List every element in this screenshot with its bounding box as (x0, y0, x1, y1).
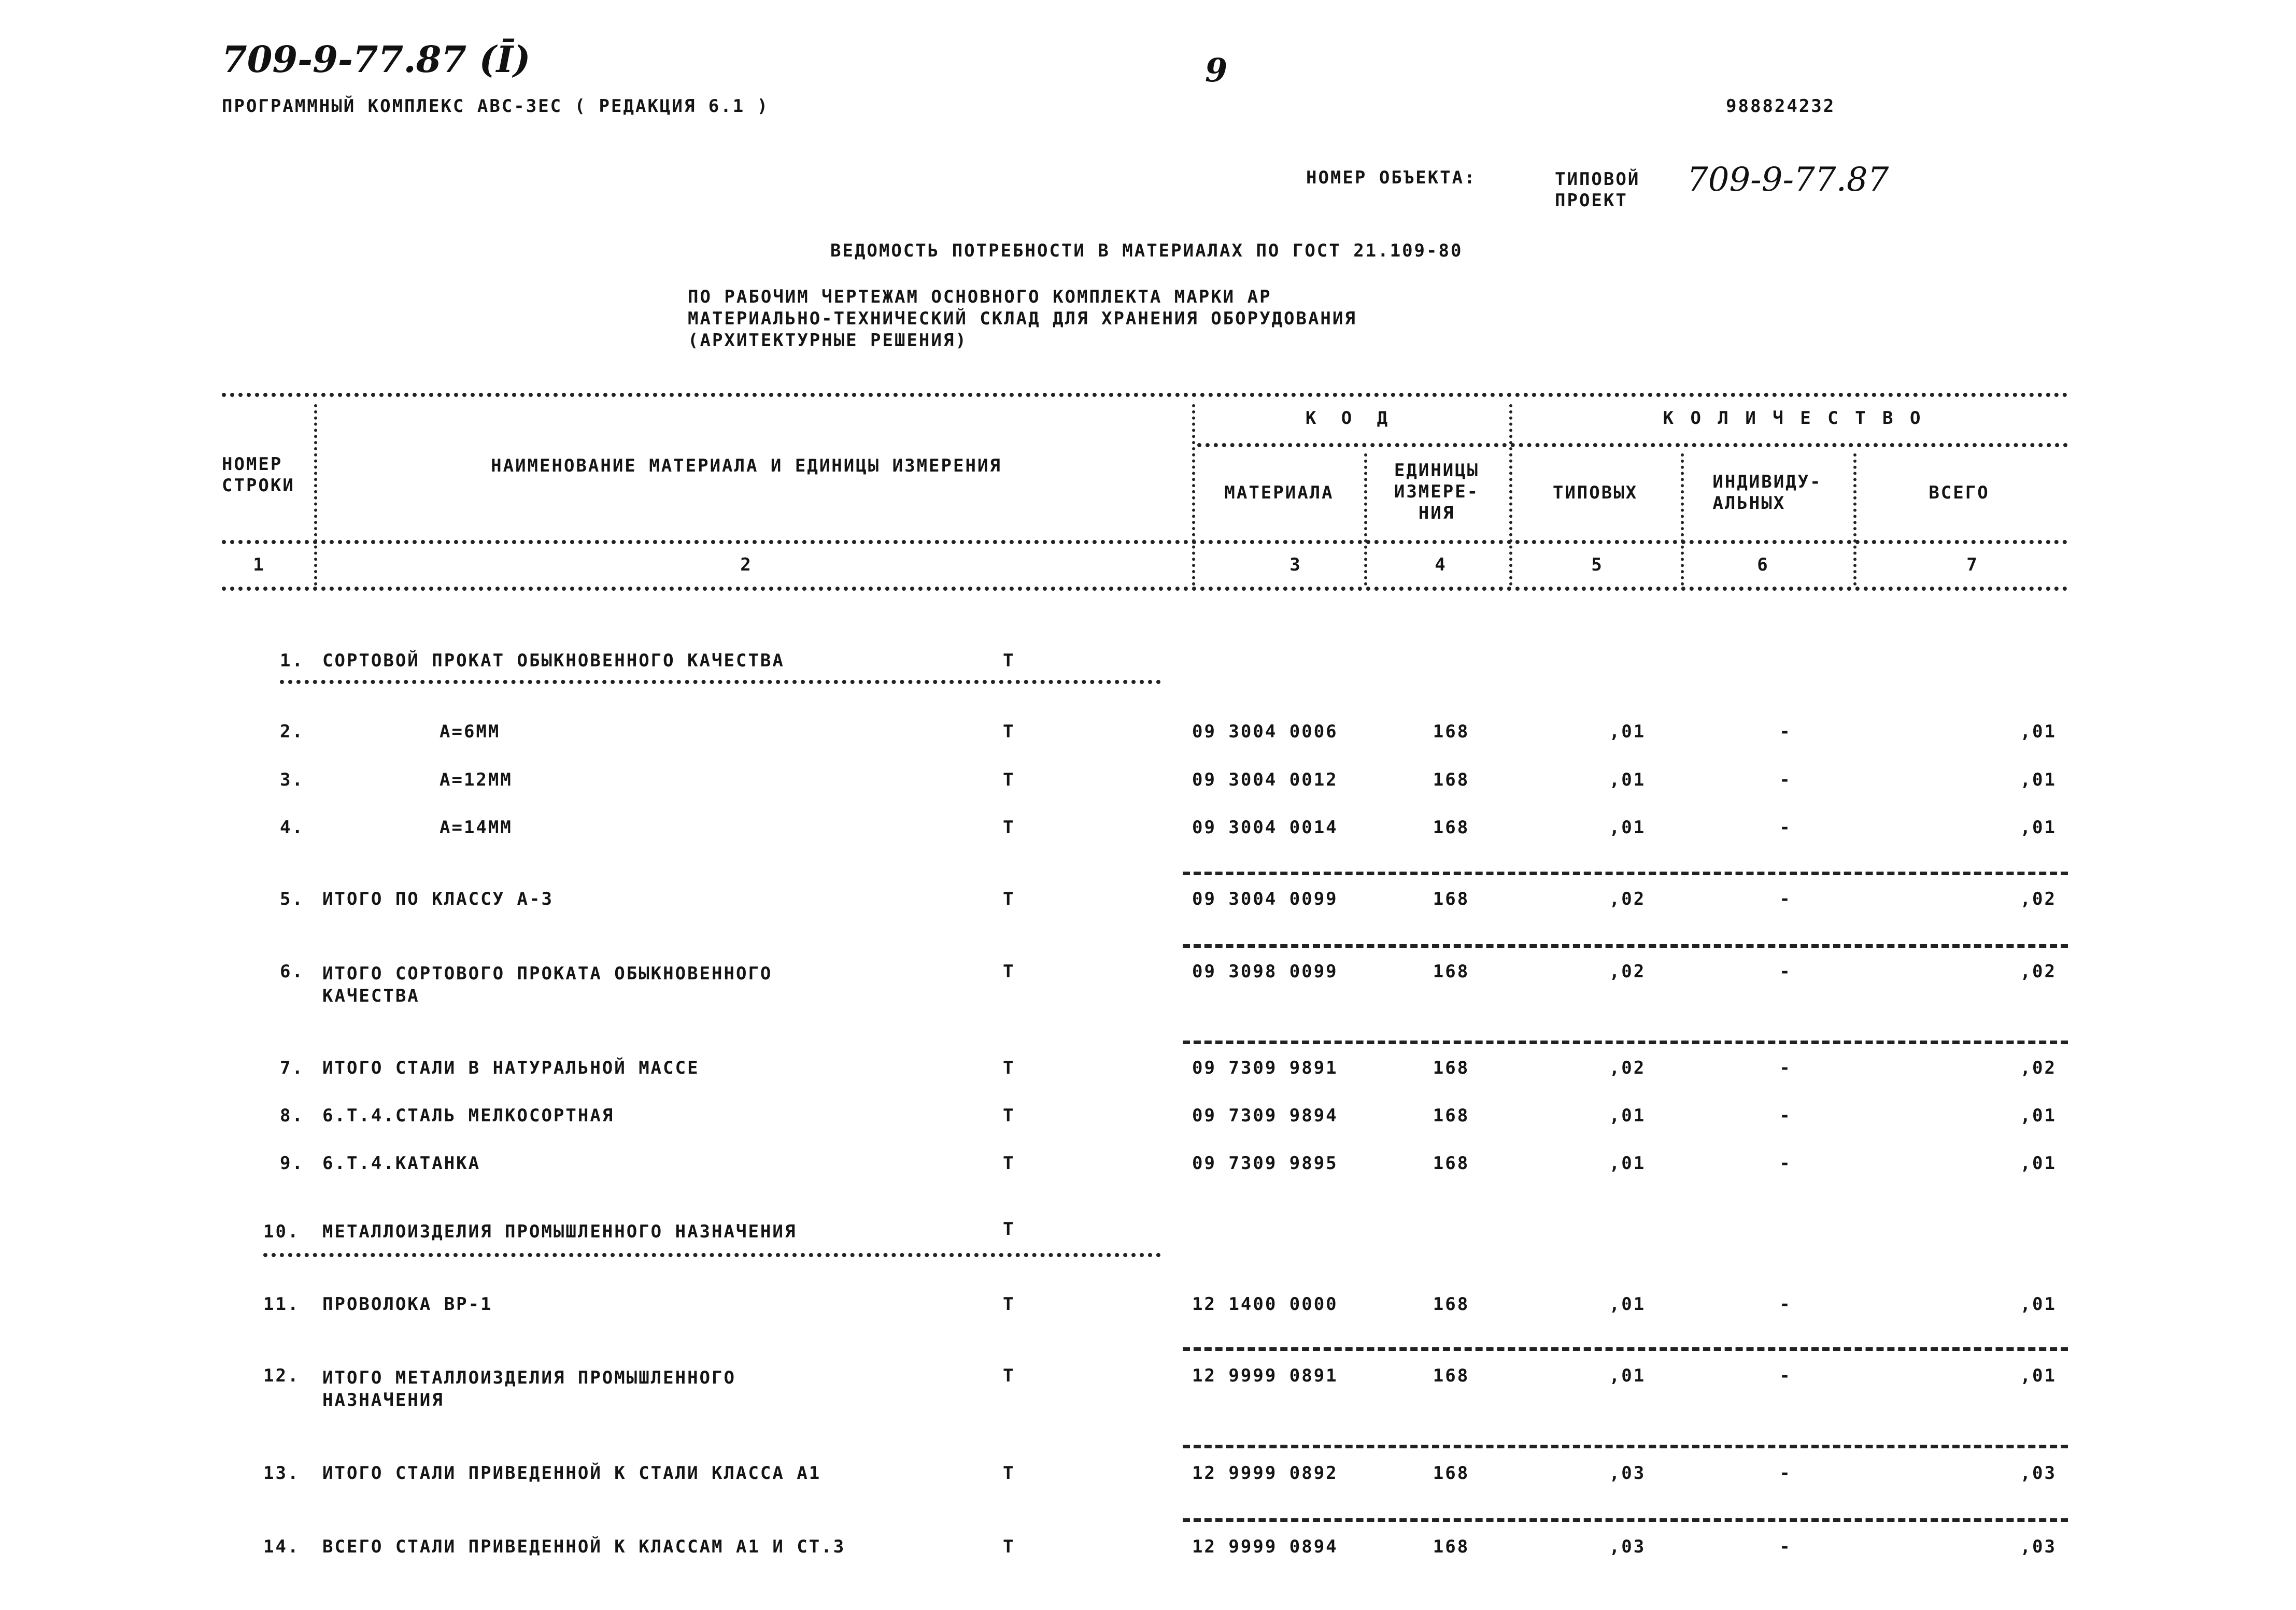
row-individual: - (1779, 961, 1792, 982)
section-underline (280, 680, 1161, 684)
row-material-code: 12 9999 0894 (1192, 1536, 1338, 1557)
header-divider (1681, 453, 1684, 586)
row-unit-code: 168 (1433, 1105, 1470, 1126)
subtitle-line: (АРХИТЕКТУРНЫЕ РЕШЕНИЯ) (688, 330, 968, 351)
header-typical: ТИПОВЫХ (1552, 482, 1638, 503)
subtitle-line: ПО РАБОЧИМ ЧЕРТЕЖАМ ОСНОВНОГО КОМПЛЕКТА МАРКИ АР (688, 287, 1272, 307)
subtotal-separator (1183, 1518, 2068, 1522)
page-number: 9 (1205, 51, 1228, 89)
row-total: ,03 (2020, 1536, 2057, 1557)
row-material-code: 09 7309 9894 (1192, 1105, 1338, 1126)
header-total: ВСЕГО (1929, 482, 1990, 503)
row-individual: - (1779, 1058, 1792, 1078)
row-unit-mark: Т (1003, 1365, 1015, 1386)
row-typical: ,01 (1609, 1105, 1646, 1126)
row-material-code: 12 1400 0000 (1192, 1294, 1338, 1315)
row-unit-mark: Т (1003, 1153, 1015, 1174)
object-number: 709-9-77.87 (1687, 161, 1889, 199)
row-number: 11. (263, 1294, 300, 1315)
subtotal-separator (1183, 872, 2068, 875)
row-unit-code: 168 (1433, 961, 1470, 982)
row-number: 7. (280, 1058, 304, 1078)
row-number: 8. (280, 1105, 304, 1126)
object-type: ТИПОВОЙ ПРОЕКТ (1555, 169, 1640, 211)
column-number: 4 (1435, 554, 1447, 575)
header-unit-code: ЕДИНИЦЫ ИЗМЕРЕ- НИЯ (1394, 460, 1480, 523)
row-typical: ,01 (1609, 1365, 1646, 1386)
row-unit-code: 168 (1433, 1294, 1470, 1315)
row-typical: ,01 (1609, 770, 1646, 790)
row-unit-mark: Т (1003, 817, 1015, 838)
header-divider (314, 404, 317, 586)
row-unit-code: 168 (1433, 1463, 1470, 1484)
row-typical: ,01 (1609, 721, 1646, 742)
row-name: ПРОВОЛОКА ВР-1 (322, 1294, 493, 1315)
column-number: 1 (253, 554, 265, 575)
row-name: А=6ММ (440, 721, 501, 742)
header-row-number: НОМЕР СТРОКИ (222, 454, 295, 496)
header-mid-rule (222, 540, 2068, 544)
row-unit-code: 168 (1433, 1365, 1470, 1386)
header-divider (1509, 404, 1512, 586)
row-name: 6.Т.4.КАТАНКА (322, 1153, 481, 1174)
row-material-code: 09 3004 0014 (1192, 817, 1338, 838)
row-total: ,01 (2020, 770, 2057, 790)
subtotal-separator (1183, 1347, 2068, 1351)
row-total: ,01 (2020, 1105, 2057, 1126)
row-unit-mark: Т (1003, 650, 1015, 671)
row-total: ,02 (2020, 889, 2057, 909)
row-unit-code: 168 (1433, 1536, 1470, 1557)
row-number: 9. (280, 1153, 304, 1174)
row-individual: - (1779, 1153, 1792, 1174)
column-number: 2 (740, 554, 753, 575)
row-unit-code: 168 (1433, 770, 1470, 790)
header-material-name: НАИМЕНОВАНИЕ МАТЕРИАЛА И ЕДИНИЦЫ ИЗМЕРЕНИЯ (491, 455, 1002, 476)
row-unit-mark: Т (1003, 889, 1015, 909)
row-number: 4. (280, 817, 304, 838)
row-name: ИТОГО МЕТАЛЛОИЗДЕЛИЯ ПРОМЫШЛЕННОГО НАЗНАЧЕНИЯ (322, 1367, 736, 1410)
row-unit-mark: Т (1003, 1294, 1015, 1315)
program-line: ПРОГРАММНЫЙ КОМПЛЕКС АВС-3ЕС ( РЕДАКЦИЯ 6.1 ) (222, 96, 770, 117)
row-unit-code: 168 (1433, 1058, 1470, 1078)
document-title: ВЕДОМОСТЬ ПОТРЕБНОСТИ В МАТЕРИАЛАХ ПО ГОСТ 21.109-80 (830, 240, 1463, 261)
section-underline (263, 1253, 1161, 1257)
row-typical: ,02 (1609, 889, 1646, 909)
row-number: 2. (280, 721, 304, 742)
row-total: ,02 (2020, 1058, 2057, 1078)
header-top-rule (222, 393, 2068, 397)
row-unit-mark: Т (1003, 1463, 1015, 1484)
row-unit-code: 168 (1433, 721, 1470, 742)
row-total: ,01 (2020, 817, 2057, 838)
row-unit-mark: Т (1003, 961, 1015, 982)
row-unit-code: 168 (1433, 817, 1470, 838)
row-material-code: 09 7309 9891 (1192, 1058, 1338, 1078)
row-material-code: 09 3098 0099 (1192, 961, 1338, 982)
row-number: 13. (263, 1463, 300, 1484)
row-individual: - (1779, 817, 1792, 838)
row-unit-mark: Т (1003, 1536, 1015, 1557)
row-unit-mark: Т (1003, 1219, 1015, 1239)
row-individual: - (1779, 889, 1792, 909)
row-name: ВСЕГО СТАЛИ ПРИВЕДЕННОЙ К КЛАССАМ А1 И СТ.3 (322, 1536, 846, 1557)
row-total: ,01 (2020, 1153, 2057, 1174)
column-number: 6 (1757, 554, 1769, 575)
row-individual: - (1779, 1463, 1792, 1484)
row-typical: ,01 (1609, 817, 1646, 838)
subtotal-separator (1183, 1445, 2068, 1448)
column-number: 3 (1289, 554, 1302, 575)
row-name: СОРТОВОЙ ПРОКАТ ОБЫКНОВЕННОГО КАЧЕСТВА (322, 650, 785, 671)
row-individual: - (1779, 1105, 1792, 1126)
handwritten-stamp: 709-9-77.87 (Ī) (222, 38, 531, 81)
subtotal-separator (1183, 1041, 2068, 1044)
row-unit-code: 168 (1433, 1153, 1470, 1174)
row-name: ИТОГО СТАЛИ ПРИВЕДЕННОЙ К СТАЛИ КЛАССА А1 (322, 1463, 821, 1484)
column-number: 7 (1966, 554, 1979, 575)
row-material-code: 09 3004 0012 (1192, 770, 1338, 790)
subtotal-separator (1183, 944, 2068, 948)
row-number: 3. (280, 770, 304, 790)
row-individual: - (1779, 1294, 1792, 1315)
row-unit-mark: Т (1003, 1105, 1015, 1126)
row-number: 5. (280, 889, 304, 909)
row-number: 12. (263, 1365, 300, 1386)
row-material-code: 09 3004 0099 (1192, 889, 1338, 909)
row-typical: ,01 (1609, 1153, 1646, 1174)
row-name: ИТОГО СТАЛИ В НАТУРАЛЬНОЙ МАССЕ (322, 1058, 700, 1078)
row-unit-mark: Т (1003, 770, 1015, 790)
row-total: ,01 (2020, 721, 2057, 742)
row-individual: - (1779, 1365, 1792, 1386)
header-material-code: МАТЕРИАЛА (1224, 482, 1334, 503)
header-divider (1853, 453, 1856, 586)
row-name: МЕТАЛЛОИЗДЕЛИЯ ПРОМЫШЛЕННОГО НАЗНАЧЕНИЯ (322, 1221, 797, 1242)
header-divider (1364, 453, 1367, 586)
row-material-code: 09 7309 9895 (1192, 1153, 1338, 1174)
row-number: 14. (263, 1536, 300, 1557)
header-code-rule (1197, 443, 2068, 447)
row-material-code: 09 3004 0006 (1192, 721, 1338, 742)
row-typical: ,02 (1609, 961, 1646, 982)
header-bottom-rule (222, 587, 2068, 591)
row-typical: ,03 (1609, 1536, 1646, 1557)
row-individual: - (1779, 770, 1792, 790)
header-individual: ИНДИВИДУ- АЛЬНЫХ (1712, 472, 1822, 514)
row-individual: - (1779, 1536, 1792, 1557)
row-total: ,03 (2020, 1463, 2057, 1484)
row-typical: ,02 (1609, 1058, 1646, 1078)
row-number: 1. (280, 650, 304, 671)
row-total: ,01 (2020, 1294, 2057, 1315)
row-unit-mark: Т (1003, 721, 1015, 742)
document-code: 988824232 (1726, 96, 1836, 117)
row-material-code: 12 9999 0892 (1192, 1463, 1338, 1484)
row-total: ,02 (2020, 961, 2057, 982)
row-individual: - (1779, 721, 1792, 742)
header-divider (1192, 404, 1195, 586)
row-total: ,01 (2020, 1365, 2057, 1386)
row-name: А=12ММ (440, 770, 513, 790)
row-typical: ,03 (1609, 1463, 1646, 1484)
row-typical: ,01 (1609, 1294, 1646, 1315)
object-label: НОМЕР ОБЪЕКТА: (1306, 167, 1477, 188)
row-name: ИТОГО ПО КЛАССУ А-3 (322, 889, 554, 909)
header-quantity-group: К О Л И Ч Е С Т В О (1663, 408, 1924, 429)
header-code-group: К О Д (1305, 408, 1395, 429)
row-name: ИТОГО СОРТОВОГО ПРОКАТА ОБЫКНОВЕННОГО КАЧЕСТВА (322, 963, 773, 1006)
row-unit-mark: Т (1003, 1058, 1015, 1078)
row-material-code: 12 9999 0891 (1192, 1365, 1338, 1386)
subtitle-line: МАТЕРИАЛЬНО-ТЕХНИЧЕСКИЙ СКЛАД ДЛЯ ХРАНЕНИЯ ОБОРУДОВАНИЯ (688, 308, 1357, 329)
column-number: 5 (1591, 554, 1604, 575)
row-unit-code: 168 (1433, 889, 1470, 909)
row-number: 6. (280, 961, 304, 982)
row-name: 6.Т.4.СТАЛЬ МЕЛКОСОРТНАЯ (322, 1105, 615, 1126)
row-number: 10. (263, 1221, 300, 1242)
row-name: А=14ММ (440, 817, 513, 838)
